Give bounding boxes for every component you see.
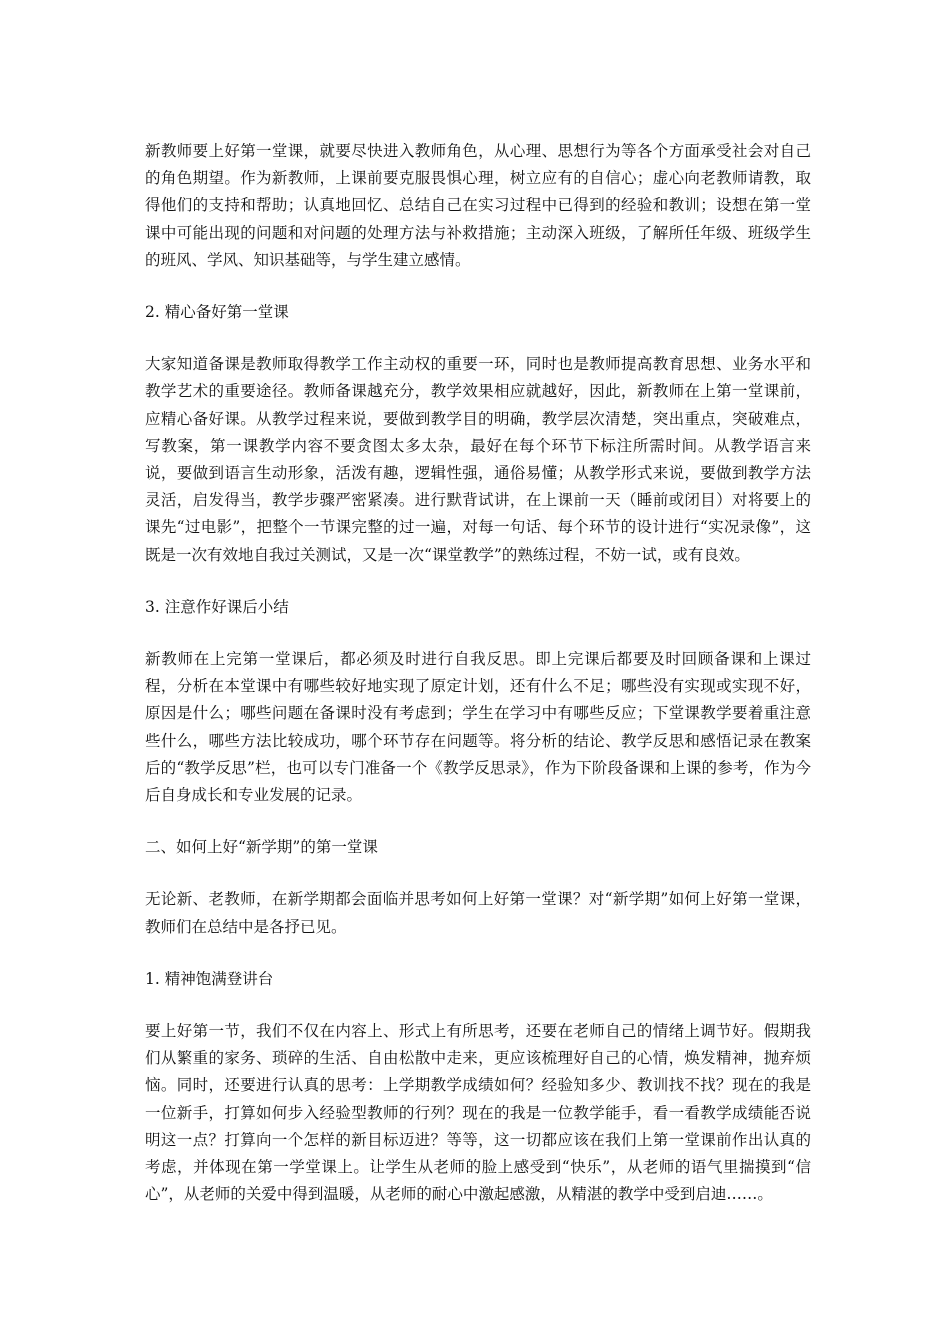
paragraph-full-spirit: 要上好第一节，我们不仅在内容上、形式上有所思考，还要在老师自己的情绪上调节好。假期我们从繁重的家务、琐碎的生活、自由松散中走来，更应该梳理好自己的心情，焕发精神，抛弃烦恼。同时，还要进行认真的思考：上学期教学成绩如何？经验知多少、教训找不找？现在的我是一位新手，打算如何步入经验型教师的行列？现在的我是一位教学能手，看一看教学成绩能否说明这一点？打算向一个怎样的新目标迈进？等等，这一切都应该在我们上第一堂课前作出认真的考虑，并体现在第一学堂课上。让学生从老师的脸上感受到“快乐”，从老师的语气里揣摸到“信心”，从老师的关爱中得到温暖，从老师的耐心中激起感激，从精湛的教学中受到启迪……。 (145, 1022, 811, 1204)
section-heading-full-spirit: 1. 精神饱满登讲台 (145, 969, 274, 988)
paragraph-new-semester-intro: 无论新、老教师，在新学期都会面临并思考如何上好第一堂课？对“新学期”如何上好第一堂课，教师们在总结中是各抒已见。 (145, 890, 811, 936)
document-body (145, 138, 811, 1234)
paragraph-self-reflection: 新教师在上完第一堂课后，都必须及时进行自我反思。即上完课后都要及时回顾备课和上课过程，分析在本堂课中有哪些较好地实现了原定计划，还有什么不足；哪些没有实现或实现不好，原因是什么；哪些问题在备课时没有考虑到；学生在学习中有哪些反应；下堂课教学要着重注意些什么，哪些方法比较成功，哪个环节存在问题等。将分析的结论、教学反思和感悟记录在教案后的“教学反思”栏，也可以专门准备一个《教学反思录》，作为下阶段备课和上课的参考，作为今后自身成长和专业发展的记录。 (145, 650, 811, 805)
paragraph-lesson-preparation: 大家知道备课是教师取得教学工作主动权的重要一环，同时也是教师提高教育思想、业务水平和教学艺术的重要途径。教师备课越充分，教学效果相应就越好，因此，新教师在上第一堂课前，应精心备好课。从教学过程来说，要做到教学目的明确，教学层次清楚，突出重点，突破难点，写教案，第一课教学内容不要贪图太多太杂，最好在每个环节下标注所需时间。从教学语言来说，要做到语言生动形象，活泼有趣，逻辑性强，通俗易懂；从教学形式来说，要做到教学方法灵活，启发得当，教学步骤严密紧凑。进行默背试讲，在上课前一天（睡前或闭目）对将要上的课先“过电影”，把整个一节课完整的过一遍，对每一句话、每个环节的设计进行“实况录像”，这既是一次有效地自我过关测试，又是一次“课堂教学”的熟练过程，不妨一试，或有良效。 (145, 355, 811, 564)
paragraph-role-adjustment: 新教师要上好第一堂课，就要尽快进入教师角色，从心理、思想行为等各个方面承受社会对自己的角色期望。作为新教师，上课前要克服畏惧心理，树立应有的自信心；虚心向老教师请教，取得他们的支持和帮助；认真地回忆、总结自己在实习过程中已得到的经验和教训；设想在第一堂课中可能出现的问题和对问题的处理方法与补救措施；主动深入班级，了解所任年级、班级学生的班风、学风、知识基础等，与学生建立感情。 (145, 142, 811, 269)
section-heading-prepare-lesson: 2. 精心备好第一堂课 (145, 303, 289, 322)
section-heading-new-semester: 二、如何上好“新学期”的第一堂课 (145, 838, 378, 857)
section-heading-post-lesson-summary: 3. 注意作好课后小结 (145, 597, 289, 616)
